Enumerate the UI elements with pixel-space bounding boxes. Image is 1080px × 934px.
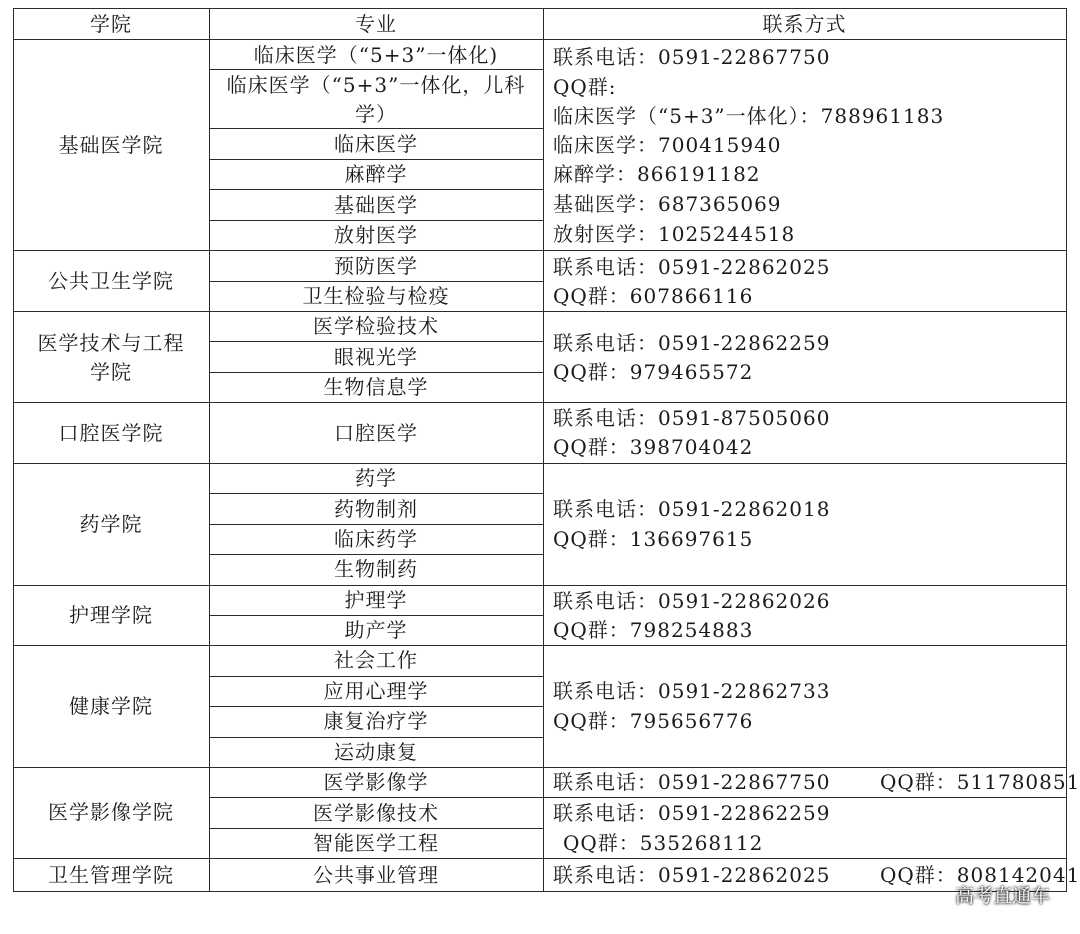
major-name: 学） [355,102,397,126]
contact-line: 临床医学（“5+3”一体化）：788961183 [553,104,945,128]
major-divider [209,828,544,829]
major-name: 医学影像学 [323,770,429,794]
column-divider-2 [543,8,544,892]
major-name: 生物制药 [334,557,418,581]
contact-line: QQ群：398704042 [553,435,754,459]
college-name: 基础医学院 [58,133,164,157]
row-divider [13,250,1067,251]
major-name: 助产学 [344,618,408,642]
contact-line: 联系电话：0591-87505060 [553,406,831,430]
contact-line: QQ群：511780851 [880,770,1080,794]
contact-line: QQ群：535268112 [563,831,764,855]
major-divider [209,159,544,160]
major-divider [209,554,544,555]
contact-line: QQ群：979465572 [553,360,754,384]
college-name: 药学院 [79,512,143,536]
contact-line: QQ群：798254883 [553,618,754,642]
row-divider [13,402,1067,403]
contact-line: 联系电话：0591-22862025 [553,863,831,887]
major-divider [209,706,544,707]
major-name: 临床医学 [334,132,418,156]
contact-line: QQ群：795656776 [553,709,754,733]
table-border-right [1066,8,1067,892]
contact-divider [543,797,1067,798]
major-divider [209,69,544,70]
major-name: 眼视光学 [334,345,418,369]
major-name: 预防医学 [334,254,418,278]
major-name: 放射医学 [334,223,418,247]
contact-line: QQ群: [553,75,617,99]
contact-line: 联系电话：0591-22862259 [553,331,831,355]
contact-line: 联系电话：0591-22862733 [553,679,831,703]
contact-line: 放射医学：1025244518 [553,222,796,246]
major-name: 医学检验技术 [313,314,439,338]
contact-line: 联系电话：0591-22862018 [553,497,831,521]
major-divider [209,220,544,221]
major-name: 生物信息学 [323,375,429,399]
major-divider [209,281,544,282]
major-name: 口腔医学 [334,421,418,445]
major-name: 麻醉学 [344,162,408,186]
contact-line: 联系电话：0591-22867750 [553,45,831,69]
contact-line: 联系电话：0591-22862259 [553,801,831,825]
header-major: 专业 [355,12,397,36]
major-name: 医学影像技术 [313,801,439,825]
college-name: 医学影像学院 [48,800,174,824]
major-name: 卫生检验与检疫 [302,284,450,308]
row-divider [13,463,1067,464]
major-divider [209,615,544,616]
college-name: 卫生管理学院 [48,863,174,887]
college-name: 医学技术与工程 [37,331,185,355]
major-name: 临床药学 [334,527,418,551]
contact-line: 基础医学：687365069 [553,192,782,216]
major-divider [209,524,544,525]
college-name: 公共卫生学院 [48,269,174,293]
college-name: 健康学院 [69,694,153,718]
contact-line: 联系电话：0591-22862026 [553,589,831,613]
header-college: 学院 [90,12,132,36]
major-divider [209,341,544,342]
major-name: 公共事业管理 [313,863,439,887]
row-divider [13,645,1067,646]
contact-line: 联系电话：0591-22867750 [553,770,831,794]
college-name: 护理学院 [69,603,153,627]
row-divider [13,767,1067,768]
college-name: 口腔医学院 [58,421,164,445]
major-name: 运动康复 [334,740,418,764]
major-name: 临床医学（“5+3”一体化) [253,43,499,67]
major-name: 社会工作 [334,648,418,672]
major-divider [209,737,544,738]
major-divider [209,493,544,494]
contact-line: 麻醉学：866191182 [553,162,761,186]
major-name: 康复治疗学 [323,709,429,733]
contact-line: 临床医学：700415940 [553,133,782,157]
watermark: 高考直通车 [954,885,1050,907]
college-name: 学院 [90,360,132,384]
major-name: 智能医学工程 [313,831,439,855]
row-divider [13,39,1067,40]
major-name: 药学 [355,466,397,490]
major-name: 临床医学（“5+3”一体化，儿科 [226,73,526,97]
major-name: 应用心理学 [323,679,429,703]
major-name: 基础医学 [334,193,418,217]
major-name: 药物制剂 [334,497,418,521]
major-divider [209,797,544,798]
row-divider [13,311,1067,312]
row-divider [13,585,1067,586]
row-divider [13,891,1067,892]
major-divider [209,372,544,373]
contact-line: QQ群：607866116 [553,284,754,308]
major-divider [209,128,544,129]
row-divider [13,858,1067,859]
major-name: 护理学 [344,588,408,612]
row-divider [13,8,1067,9]
contact-line: QQ群：808142041 [880,863,1080,887]
header-contact: 联系方式 [762,12,847,36]
major-divider [209,189,544,190]
major-divider [209,676,544,677]
contact-line: 联系电话：0591-22862025 [553,255,831,279]
contact-line: QQ群：136697615 [553,527,754,551]
